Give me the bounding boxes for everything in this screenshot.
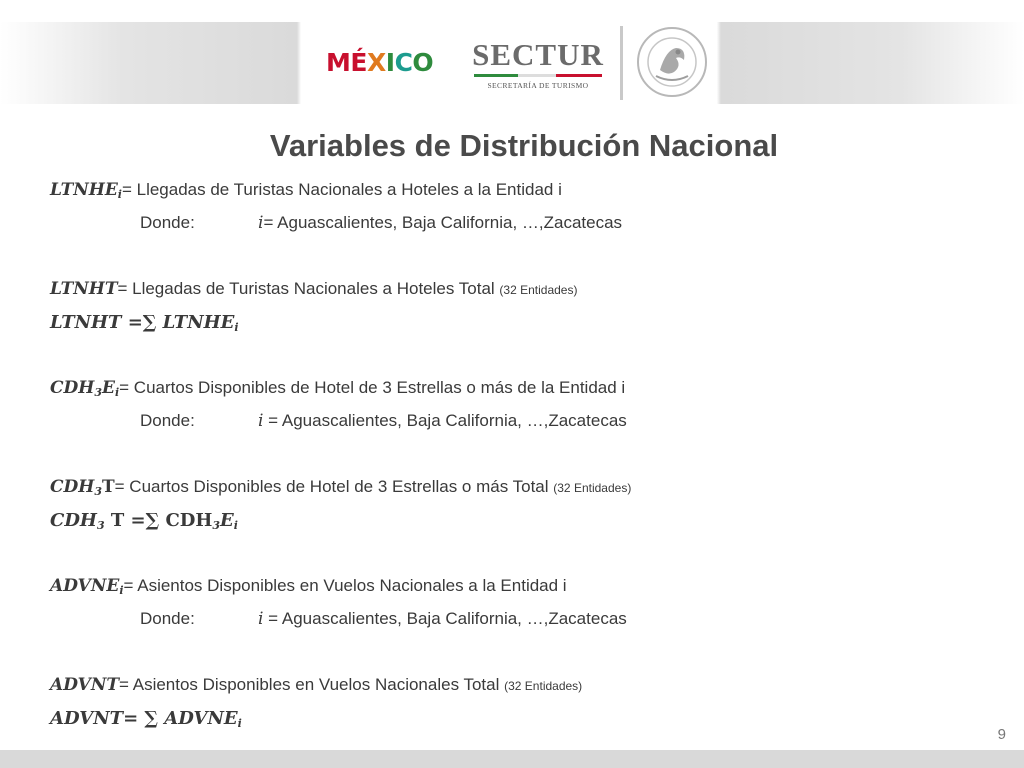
spacer <box>50 541 1000 574</box>
definition-text: = Cuartos Disponibles de Hotel de 3 Estrellas o más Total <box>114 477 554 496</box>
donde-line <box>50 409 1000 442</box>
variable-symbol: LTNHT <box>50 279 118 299</box>
logo-letter: X <box>366 48 386 77</box>
index-symbol: i <box>258 609 264 629</box>
spacer <box>50 640 1000 673</box>
sectur-color-bar <box>474 74 602 77</box>
donde-text: = Aguascalientes, Baja California, …,Zacatecas <box>263 213 623 232</box>
donde-line <box>50 211 1000 244</box>
footer-bar <box>0 750 1024 768</box>
definition-line <box>50 574 1000 607</box>
sectur-logo <box>470 38 606 90</box>
logo-divider <box>620 26 623 100</box>
definition-text: = Asientos Disponibles en Vuelos Nacionales a la Entidad i <box>123 576 567 595</box>
variable-symbol: CDH <box>50 477 95 497</box>
variable-symbol: T <box>102 477 115 497</box>
entity-count-note: (32 Entidades) <box>504 679 583 693</box>
spacer <box>50 442 1000 475</box>
donde-label: Donde: <box>140 213 195 232</box>
sectur-title: SECTUR <box>472 37 604 72</box>
definition-line <box>50 376 1000 409</box>
formula-subscript: i <box>233 519 238 532</box>
index-symbol: i <box>258 213 264 233</box>
variable-subscript: i <box>119 584 124 597</box>
donde-line <box>50 607 1000 640</box>
national-seal-icon <box>636 26 708 98</box>
donde-text: = Aguascalientes, Baja California, …,Zacatecas <box>263 609 627 628</box>
formula-text: CDH <box>50 510 97 531</box>
sectur-subtitle: SECRETARÍA DE TURISMO <box>487 81 589 90</box>
formula-subscript: 3 <box>96 519 105 532</box>
variable-subscript: 3 <box>94 386 102 399</box>
definitions-list <box>50 178 1000 739</box>
formula-subscript: i <box>234 321 239 334</box>
definition-line <box>50 475 1000 508</box>
index-symbol: i <box>258 411 264 431</box>
logo-letter: É <box>350 48 367 77</box>
formula-text: T =∑ CDH <box>104 510 213 531</box>
variable-symbol: ADVNT <box>50 675 120 695</box>
variable-subscript: 3 <box>94 485 102 498</box>
formula-text: LTNHT =∑ LTNHE <box>50 312 235 333</box>
formula-text: ADVNT= ∑ ADVNE <box>50 708 238 729</box>
mexico-logo <box>326 48 433 77</box>
variable-subscript: i <box>114 386 120 399</box>
formula-subscript: i <box>237 717 242 730</box>
definition-line <box>50 673 1000 706</box>
spacer <box>50 343 1000 376</box>
formula-line <box>50 706 1000 739</box>
variable-symbol: LTNHE <box>50 180 118 200</box>
donde-text: = Aguascalientes, Baja California, …,Zacatecas <box>263 411 627 430</box>
spacer <box>50 244 1000 277</box>
definition-text: = Llegadas de Turistas Nacionales a Hoteles a la Entidad i <box>121 180 562 199</box>
variable-symbol: CDH <box>50 378 95 398</box>
definition-text: = Asientos Disponibles en Vuelos Nacionales Total <box>119 675 505 694</box>
formula-subscript: 3 <box>212 519 221 532</box>
entity-count-note: (32 Entidades) <box>553 481 632 495</box>
variable-symbol: E <box>102 378 115 398</box>
page-title: Variables de Distribución Nacional <box>269 128 779 163</box>
definition-text: = Cuartos Disponibles de Hotel de 3 Estrellas o más de la Entidad i <box>119 378 626 397</box>
logo-letter: I <box>385 48 395 77</box>
logo-letter: M <box>326 48 351 77</box>
page-number: 9 <box>997 726 1006 743</box>
logo-letter: O <box>412 48 434 77</box>
logo-letter: C <box>394 48 413 77</box>
donde-label: Donde: <box>140 411 195 430</box>
formula-line <box>50 508 1000 541</box>
variable-subscript: i <box>117 188 122 201</box>
definition-line <box>50 178 1000 211</box>
formula-line <box>50 310 1000 343</box>
donde-label: Donde: <box>140 609 195 628</box>
entity-count-note: (32 Entidades) <box>499 283 578 297</box>
definition-line <box>50 277 1000 310</box>
formula-text: E <box>220 510 234 531</box>
definition-text: = Llegadas de Turistas Nacionales a Hoteles Total <box>117 279 500 298</box>
variable-symbol: ADVNE <box>50 576 120 596</box>
